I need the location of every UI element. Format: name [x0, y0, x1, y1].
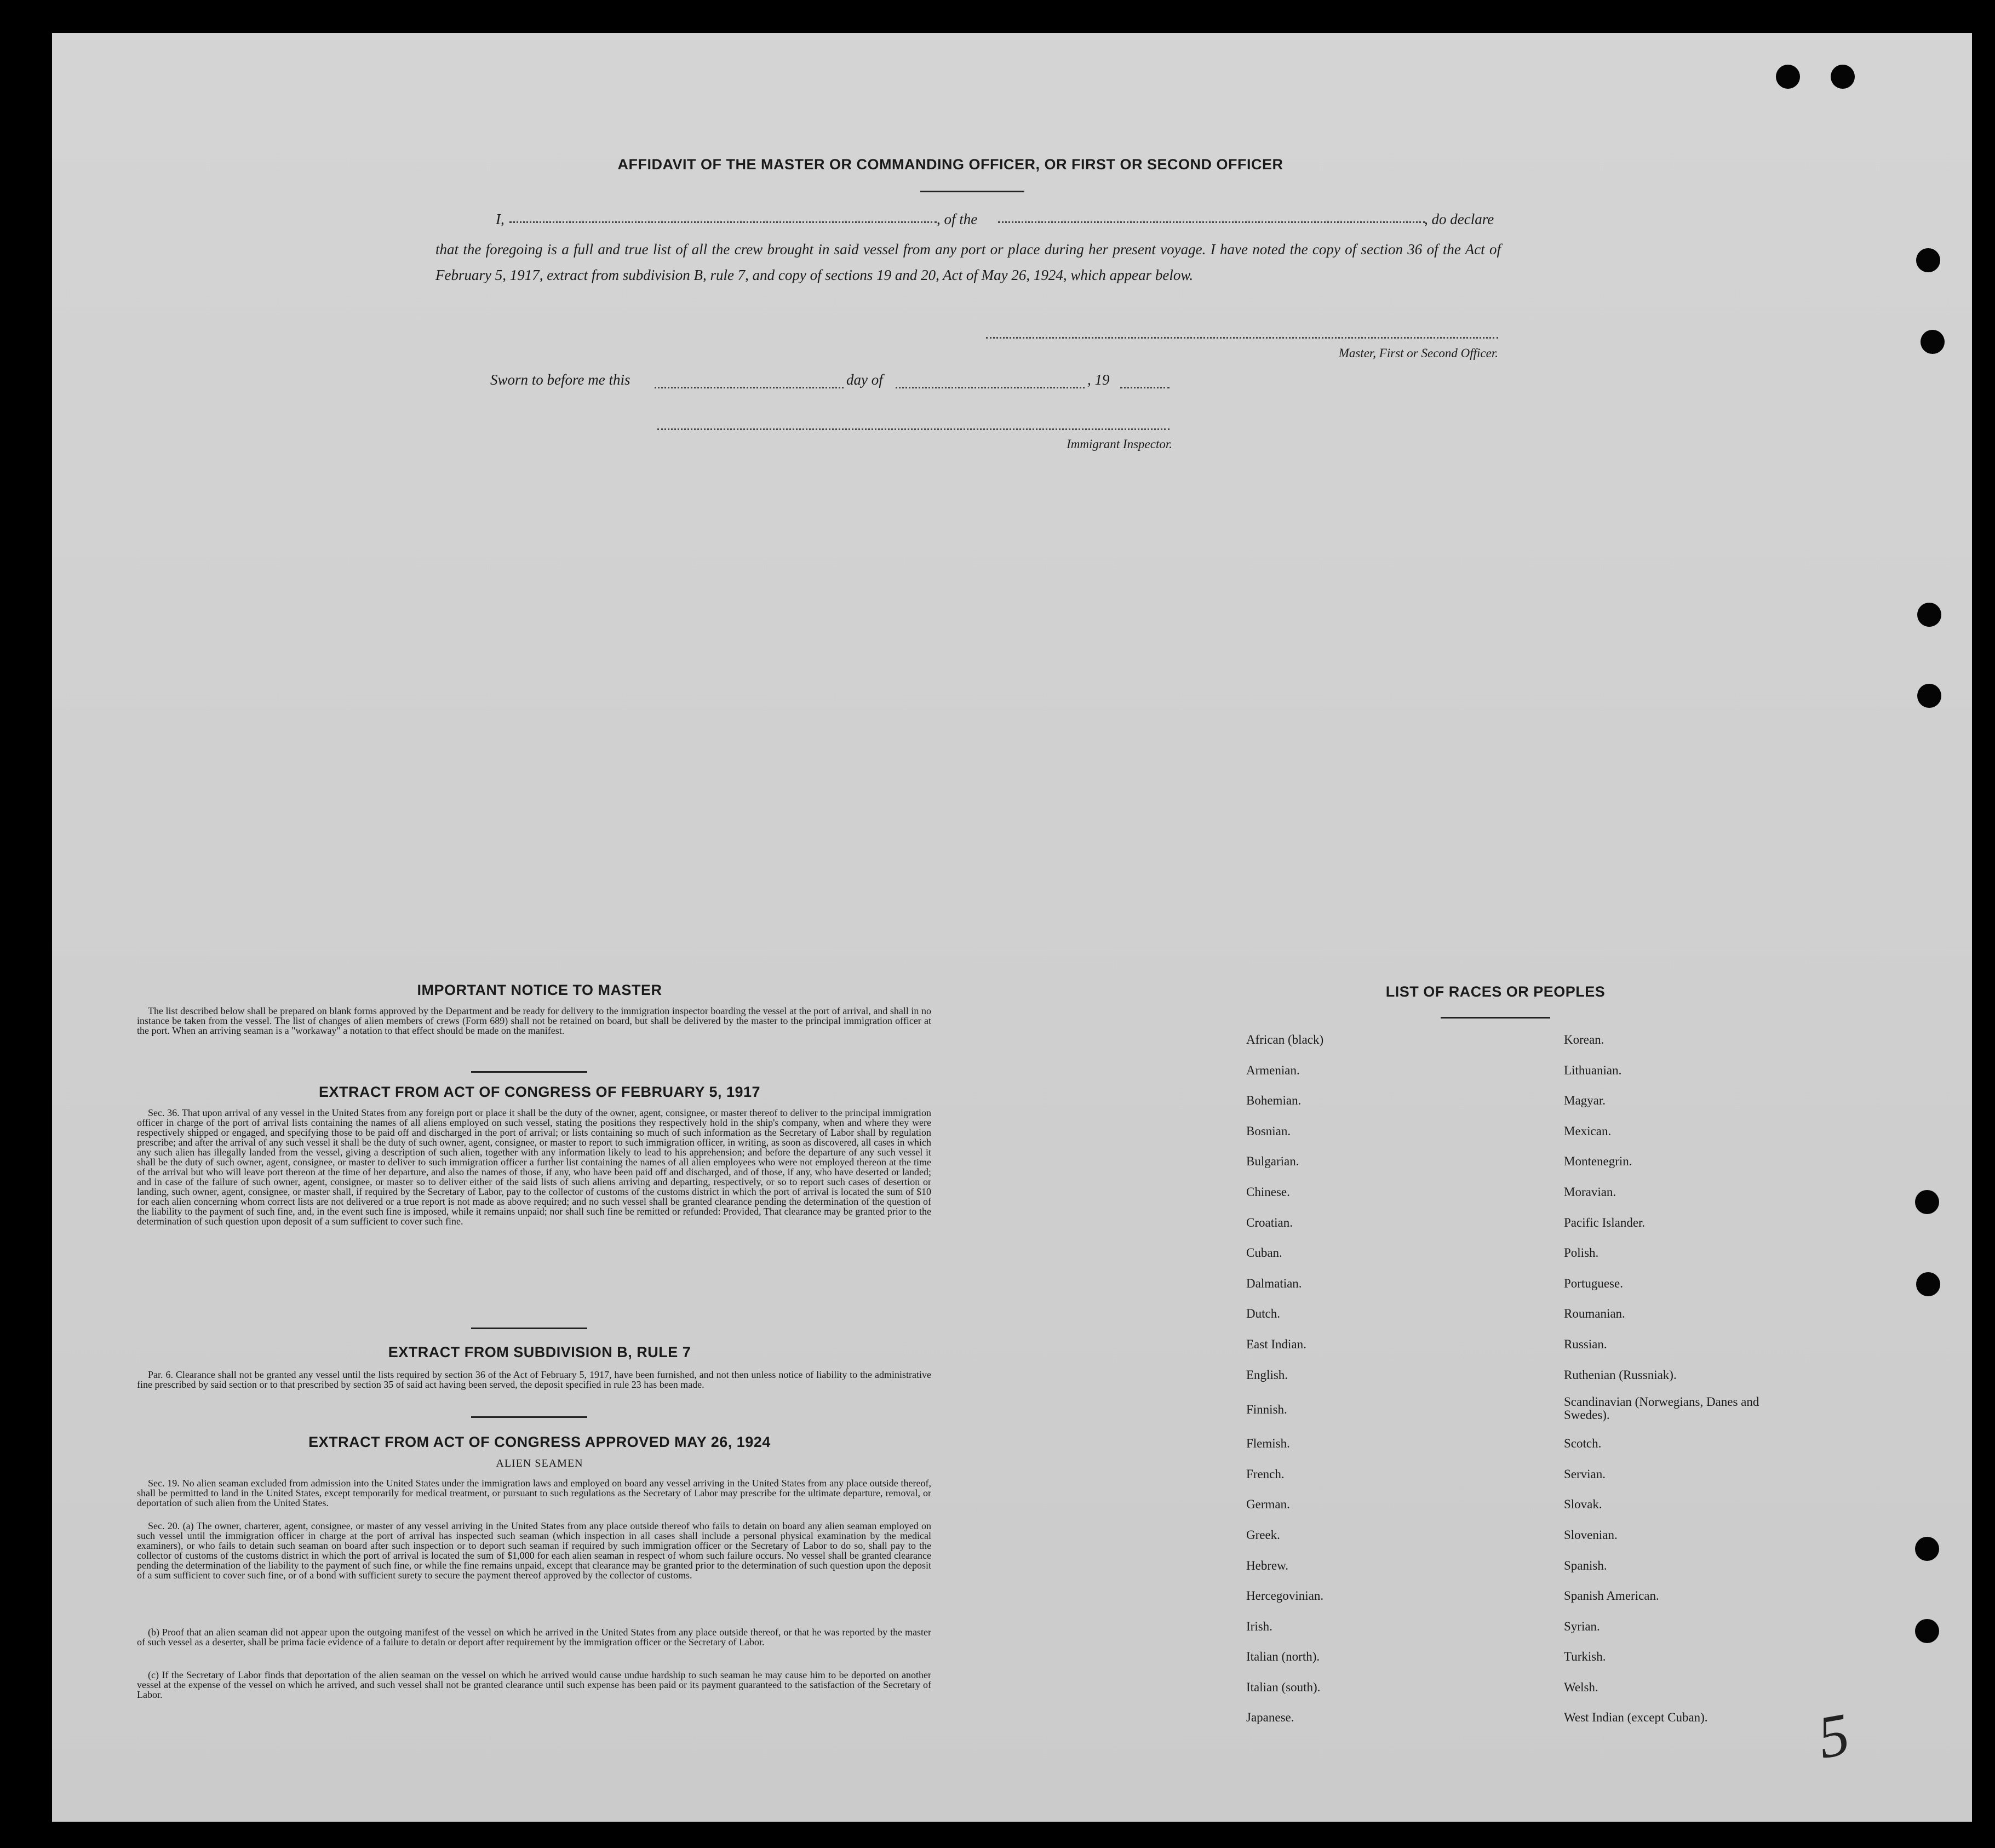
race-item: Japanese. [1246, 1710, 1294, 1725]
punch-hole-icon [1916, 1272, 1940, 1296]
race-item: Hebrew. [1246, 1558, 1289, 1572]
race-item: Syrian. [1564, 1619, 1600, 1633]
race-item: Italian (south). [1246, 1680, 1321, 1694]
sworn-start: Sworn to before me this [490, 371, 630, 388]
race-item: Lithuanian. [1564, 1063, 1622, 1077]
race-item: Scandinavian (Norwegians, Danes and Swedes). [1564, 1395, 1759, 1422]
punch-hole-icon [1915, 1537, 1939, 1561]
inspector-label: Immigrant Inspector. [1067, 437, 1172, 451]
rule7-divider [471, 1416, 587, 1418]
punch-hole-icon [1831, 65, 1855, 89]
punch-hole-icon [1776, 65, 1800, 89]
race-item: Korean. [1564, 1033, 1604, 1046]
race-item: French. [1246, 1467, 1285, 1481]
race-item: Ruthenian (Russniak). [1564, 1368, 1677, 1382]
extract-1917-title: EXTRACT FROM ACT OF CONGRESS OF FEBRUARY 5, 1917 [318, 1084, 761, 1100]
extract-1924-subtitle: ALIEN SEAMEN [496, 1457, 583, 1469]
race-item: Bohemian. [1246, 1094, 1302, 1108]
sworn-year: , 19 [1087, 371, 1110, 388]
race-item: Slovak. [1564, 1497, 1602, 1512]
extract-1917-body: Sec. 36. That upon arrival of any vessel in the United States from any foreign port or place it shall be the duty of the owner, agent, consignee, or master thereof to deliver to the principal immigration officer in charge of the port of arrival lists containing the names of all aliens employed on such vessel, stating the positions they respectively hold in the ship's company, when and where they were respectively shipped or engaged, and specifying those to be paid off and discharged in the port of arrival; or lists containing so much of such information as the Secretary of Labor shall by regulation prescribe; and after the arrival of any such vessel it shall be the duty of such owner, agent, consignee, or master to report to such immigration officer, in writing, as soon as discovered, all cases in which any such alien has illegally landed from the vessel, giving a description of such alien, together with any information likely to lead to his apprehension; and before the departure of any such vessel it shall be the duty of such owner, agent, consignee, or master to deliver to such immigration officer a further list containing the names of all alien employees who were not employed thereon at the time of the arrival but who will leave port thereon at the time of her departure, and also the names of those, if any, who have been paid off and discharged, and of those, if any, who have deserted or landed; and in case of the failure of such owner, agent, consignee, or master so to deliver either of the said lists of such aliens arriving and departing, respectively, or so to report such cases of desertion or landing, such owner, agent, consignee, or master shall, if required by the Secretary of Labor, pay to the collector of customs of the customs district in which the port of arrival is located the sum of $10 for each alien concerning whom correct lists are not delivered or a true report is not made as above required; and no such vessel shall be granted clearance pending the determination of the question of the liability to the payment of such fine, and, in the event such fine is imposed, while it remains unpaid; nor shall such fine be remitted or refunded: Provided, That clearance may be granted prior to the determination of such question upon deposit of a sum sufficient to cover such fine. [137, 1107, 931, 1227]
sec20a-body: Sec. 20. (a) The owner, charterer, agent, consignee, or master of any vessel arriving in the United States from any place outside thereof who fails to detain on board any alien seaman employed on such vessel until the immigration officer in charge at the port of arrival has inspected such seaman (which inspection in all cases shall include a personal physical examination by the medical examiners), or who fails to detain such seaman on board after such inspection or to deport such seaman if required by such immigration officer or the Secretary of Labor to do so, shall pay to the collector of customs of the customs district in which the port of arrival is located the sum of $1,000 for each alien seaman in respect of whom such failure occurs. No vessel shall be granted clearance pending the determination of the liability to the payment of such fine, or while the fine remains unpaid, except that clearance may be granted prior to the determination of such question upon the deposit of a sum sufficient to cover such fine, or of a bond with sufficient surety to secure the payment thereof approved by the collector of customs. [137, 1520, 931, 1581]
punch-hole-icon [1915, 1619, 1939, 1643]
sworn-day-field [655, 387, 844, 388]
affidavit-title: AFFIDAVIT OF THE MASTER OR COMMANDING OFFICER, OR FIRST OR SECOND OFFICER [617, 156, 1283, 173]
race-item: Slovenian. [1564, 1527, 1618, 1542]
notice-divider [471, 1071, 587, 1073]
race-item: Dalmatian. [1246, 1276, 1302, 1290]
inspector-signature-line [657, 428, 1170, 430]
signature-label: Master, First or Second Officer. [1338, 346, 1498, 360]
affidavit-line1-start: I, [496, 211, 505, 227]
race-item: East Indian. [1246, 1337, 1306, 1351]
races-divider [1441, 1017, 1550, 1019]
race-item: Pacific Islander. [1564, 1215, 1646, 1229]
extract-1917-divider [471, 1328, 587, 1329]
race-item: Moravian. [1564, 1185, 1616, 1199]
races-left-column [1246, 1025, 1553, 1733]
affidavit-body: that the foregoing is a full and true list of all the crew brought in said vessel from any port or place during her present voyage. I have noted the copy of section 36 of the Act of February 5, 1917, extract from subdivision B, rule 7, and copy of sections 19 and 20, Act of May 26, 1924, which appear below. [435, 241, 1501, 283]
race-item: Chinese. [1246, 1185, 1290, 1199]
sworn-day: day of [846, 371, 883, 388]
race-item: Mexican. [1564, 1124, 1612, 1138]
race-item: Italian (north). [1246, 1650, 1320, 1664]
punch-hole-icon [1917, 603, 1941, 627]
race-item: Armenian. [1246, 1063, 1300, 1077]
sec20b-body: (b) Proof that an alien seaman did not appear upon the outgoing manifest of the vessel on which he arrived in the United States from any place outside thereof, or that he was reported by the master of such vessel as a deserter, shall be prima facie evidence of a failure to detain or deport after requirement by the immigration officer or the Secretary of Labor. [137, 1627, 931, 1647]
race-item: Greek. [1246, 1527, 1280, 1542]
race-item: Irish. [1246, 1619, 1272, 1633]
race-item: Bosnian. [1246, 1124, 1291, 1138]
signature-line [986, 337, 1498, 339]
affidavit-line1-mid: , of the [937, 211, 978, 227]
name-field [509, 221, 937, 223]
race-item: Montenegrin. [1564, 1154, 1632, 1169]
race-item-label: Finnish. [1246, 1403, 1287, 1417]
race-item: Hercegovinian. [1246, 1589, 1324, 1603]
vessel-field [998, 221, 1425, 223]
punch-hole-icon [1915, 1190, 1939, 1214]
race-item: German. [1246, 1497, 1290, 1512]
race-item: Spanish American. [1564, 1589, 1659, 1603]
race-item: Bulgarian. [1246, 1154, 1299, 1169]
race-item: West Indian (except Cuban). [1564, 1710, 1708, 1725]
race-item: Servian. [1564, 1467, 1606, 1481]
sec20c-body: (c) If the Secretary of Labor finds that deportation of the alien seaman on the vessel on which he arrived would cause undue hardship to such seaman he may cause him to be deported on another vessel at the expense of the vessel on which he arrived, and such vessel shall not be granted clearance until such expense has been paid or its payment guaranteed to the satisfaction of the Secretary of Labor. [137, 1669, 931, 1700]
notice-body: The list described below shall be prepared on blank forms approved by the Department and be ready for delivery to the immigration inspector boarding the vessel at the port of arrival, and shall in no instance be taken from the vessel. The list of changes of alien members of crews (Form 689) shall not be retained on board, but shall be delivered by the master to the principal immigration officer at the port. When an arriving seaman is a "workaway" a notation to that effect should be made on the manifest. [137, 1005, 931, 1036]
race-item: Polish. [1564, 1246, 1599, 1260]
affidavit-divider [920, 191, 1024, 192]
rule7-title: EXTRACT FROM SUBDIVISION B, RULE 7 [388, 1344, 691, 1360]
sworn-month-field [896, 387, 1085, 388]
punch-hole-icon [1917, 684, 1941, 708]
rule7-body: Par. 6. Clearance shall not be granted any vessel until the lists required by section 36 of the Act of February 5, 1917, have been furnished, and not then unless notice of liability to the administrative fine prescribed by said section or to that prescribed by section 35 of said act having been served, the deposit specified in rule 23 has been made. [137, 1369, 931, 1390]
race-item: Welsh. [1564, 1680, 1598, 1694]
race-item: Spanish. [1564, 1558, 1607, 1572]
race-item: Flemish. [1246, 1437, 1290, 1451]
races-right-column [1564, 1025, 1772, 1733]
punch-hole-icon [1921, 330, 1945, 354]
sec19-body: Sec. 19. No alien seaman excluded from admission into the United States under the immigration laws and employed on board any vessel arriving in the United States from any place outside thereof, shall be permitted to land in the United States, except temporarily for medical treatment, or pursuant to such regulations as the Secretary of Labor may prescribe for the ultimate departure, removal, or deportation of such alien from the United States. [137, 1478, 931, 1508]
race-item: Portuguese. [1564, 1276, 1623, 1290]
race-item: Turkish. [1564, 1650, 1606, 1664]
affidavit-line1-end: , do declare [1424, 211, 1494, 227]
race-item: Dutch. [1246, 1307, 1280, 1321]
race-item: English. [1246, 1368, 1288, 1382]
race-item: Magyar. [1564, 1094, 1606, 1108]
race-item [1246, 1390, 1553, 1428]
race-item: African (black) [1246, 1033, 1324, 1046]
notice-title: IMPORTANT NOTICE TO MASTER [417, 982, 662, 998]
races-title: LIST OF RACES OR PEOPLES [1385, 983, 1606, 1000]
race-item: Roumanian. [1564, 1307, 1625, 1321]
sworn-year-field [1120, 387, 1170, 388]
punch-hole-icon [1916, 248, 1940, 272]
race-item: Croatian. [1246, 1215, 1293, 1229]
race-item: Scotch. [1564, 1437, 1602, 1451]
race-item: Cuban. [1246, 1246, 1282, 1260]
handwritten-mark: 5 [1813, 1700, 1855, 1771]
race-item: Russian. [1564, 1337, 1607, 1351]
extract-1924-title: EXTRACT FROM ACT OF CONGRESS APPROVED MAY 26, 1924 [308, 1434, 771, 1450]
